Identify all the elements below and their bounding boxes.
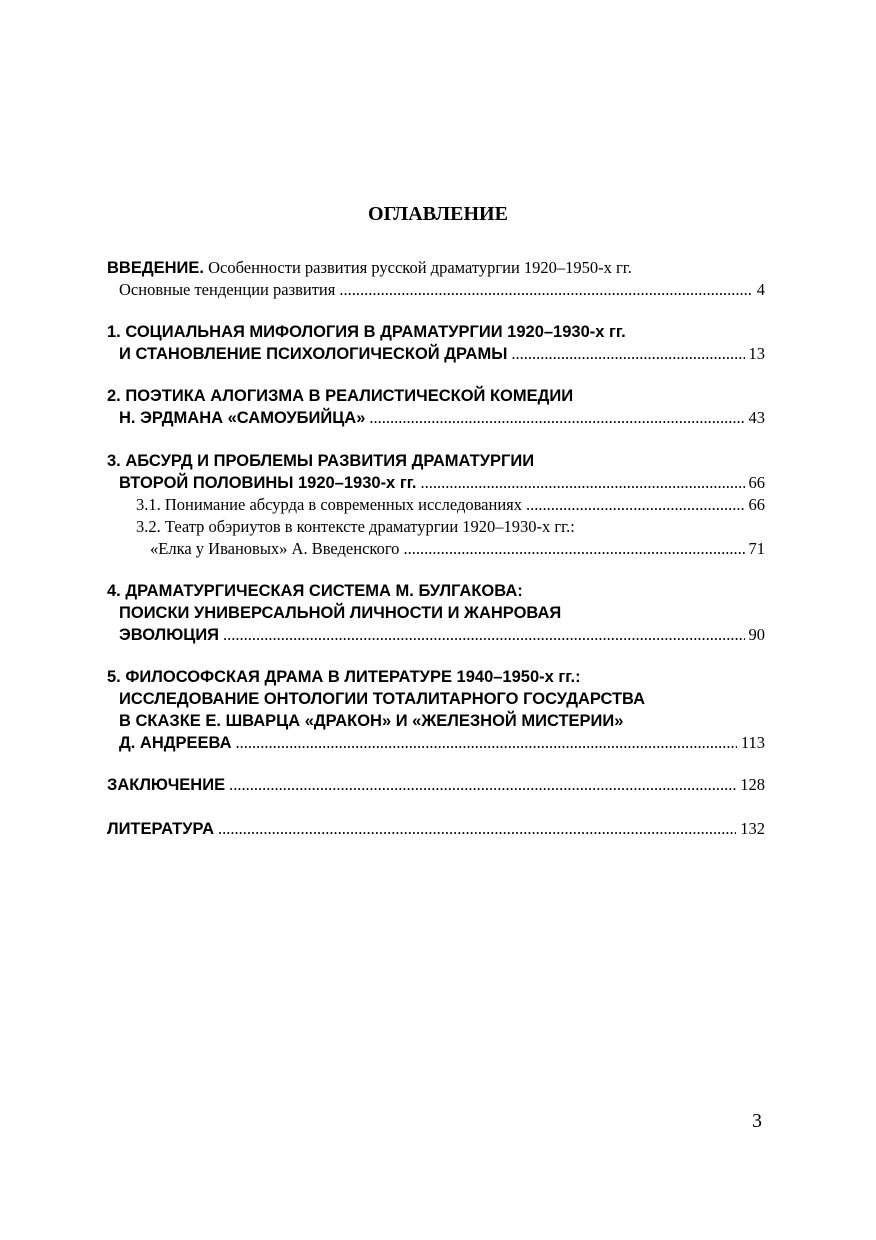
toc-entry-conclusion[interactable]	[107, 775, 765, 795]
toc-ch3-line1: 3. АБСУРД И ПРОБЛЕМЫ РАЗВИТИЯ ДРАМАТУРГИИ	[107, 452, 535, 470]
toc-page-number: 43	[748, 408, 765, 427]
toc-page-number: 66	[748, 473, 765, 492]
toc-page-number: 13	[748, 344, 765, 363]
leader-dots	[223, 625, 744, 645]
toc-entry-ch3-2[interactable]	[150, 539, 765, 559]
toc-intro-subtitle: Основные тенденции развития	[119, 280, 336, 299]
toc-ch5-line2: ИССЛЕДОВАНИЕ ОНТОЛОГИИ ТОТАЛИТАРНОГО ГОСУДАРСТВА	[119, 690, 646, 708]
page-title: ОГЛАВЛЕНИЕ	[368, 203, 508, 225]
toc-ch2-line1: 2. ПОЭТИКА АЛОГИЗМА В РЕАЛИСТИЧЕСКОЙ КОМЕДИИ	[107, 387, 574, 405]
toc-entry-ch3-1[interactable]	[136, 495, 765, 515]
toc-intro-label: ВВЕДЕНИЕ.	[107, 259, 204, 277]
toc-ch5-line3: В СКАЗКЕ Е. ШВАРЦА «ДРАКОН» И «ЖЕЛЕЗНОЙ МИСТЕРИИ»	[119, 712, 624, 730]
toc-ch4-line3: ЭВОЛЮЦИЯ	[119, 626, 220, 644]
toc-ch5-line4: Д. АНДРЕЕВА	[119, 734, 232, 752]
toc-ch2-line2: Н. ЭРДМАНА «САМОУБИЙЦА»	[119, 409, 366, 427]
leader-dots	[526, 495, 744, 515]
toc-ch3-line2: ВТОРОЙ ПОЛОВИНЫ 1920–1930-х гг.	[119, 474, 417, 492]
toc-conclusion-label: ЗАКЛЮЧЕНИЕ	[107, 776, 226, 794]
toc-ch3-2-line2: «Елка у Ивановых» А. Введенского	[150, 539, 400, 558]
leader-dots	[421, 473, 745, 493]
leader-dots	[218, 819, 736, 839]
toc-entry-ch2[interactable]	[119, 408, 765, 428]
toc-page-number: 71	[748, 539, 765, 558]
toc-page-number: 113	[740, 733, 765, 752]
toc-page-number: 90	[748, 625, 765, 644]
toc-ch4-line2: ПОИСКИ УНИВЕРСАЛЬНОЙ ЛИЧНОСТИ И ЖАНРОВАЯ	[119, 604, 562, 622]
toc-page-number: 132	[740, 819, 765, 838]
toc-entry-ch4[interactable]	[119, 625, 765, 645]
toc-page-number: 128	[740, 775, 765, 794]
toc-ch4-line1: 4. ДРАМАТУРГИЧЕСКАЯ СИСТЕМА М. БУЛГАКОВА:	[107, 582, 523, 600]
leader-dots	[369, 408, 744, 428]
toc-page-number: 4	[756, 280, 765, 299]
toc-entry-intro[interactable]	[119, 280, 765, 300]
toc-entry-literature[interactable]	[107, 819, 765, 839]
toc-entry-ch1[interactable]	[119, 344, 765, 364]
leader-dots	[339, 280, 752, 300]
toc-entry-ch5[interactable]	[119, 733, 765, 753]
page-number: 3	[752, 1110, 762, 1132]
leader-dots	[229, 775, 736, 795]
leader-dots	[511, 344, 744, 364]
toc-intro-title: Особенности развития русской драматургии 1920–1950-х гг.	[208, 258, 632, 277]
leader-dots	[236, 733, 737, 753]
toc-ch3-1-title: 3.1. Понимание абсурда в современных исследованиях	[136, 495, 523, 514]
toc-intro-line1	[107, 258, 632, 278]
toc-ch1-line2: И СТАНОВЛЕНИЕ ПСИХОЛОГИЧЕСКОЙ ДРАМЫ	[119, 345, 508, 363]
leader-dots	[403, 539, 744, 559]
toc-entry-ch3[interactable]	[119, 473, 765, 493]
toc-ch3-2-line1: 3.2. Театр обэриутов в контексте драматургии 1920–1930-х гг.:	[136, 517, 575, 536]
toc-ch1-line1: 1. СОЦИАЛЬНАЯ МИФОЛОГИЯ В ДРАМАТУРГИИ 1920–1930-х гг.	[107, 323, 626, 341]
toc-ch5-line1: 5. ФИЛОСОФСКАЯ ДРАМА В ЛИТЕРАТУРЕ 1940–1950-х гг.:	[107, 668, 581, 686]
toc-literature-label: ЛИТЕРАТУРА	[107, 820, 214, 838]
toc-page-number: 66	[748, 495, 765, 514]
